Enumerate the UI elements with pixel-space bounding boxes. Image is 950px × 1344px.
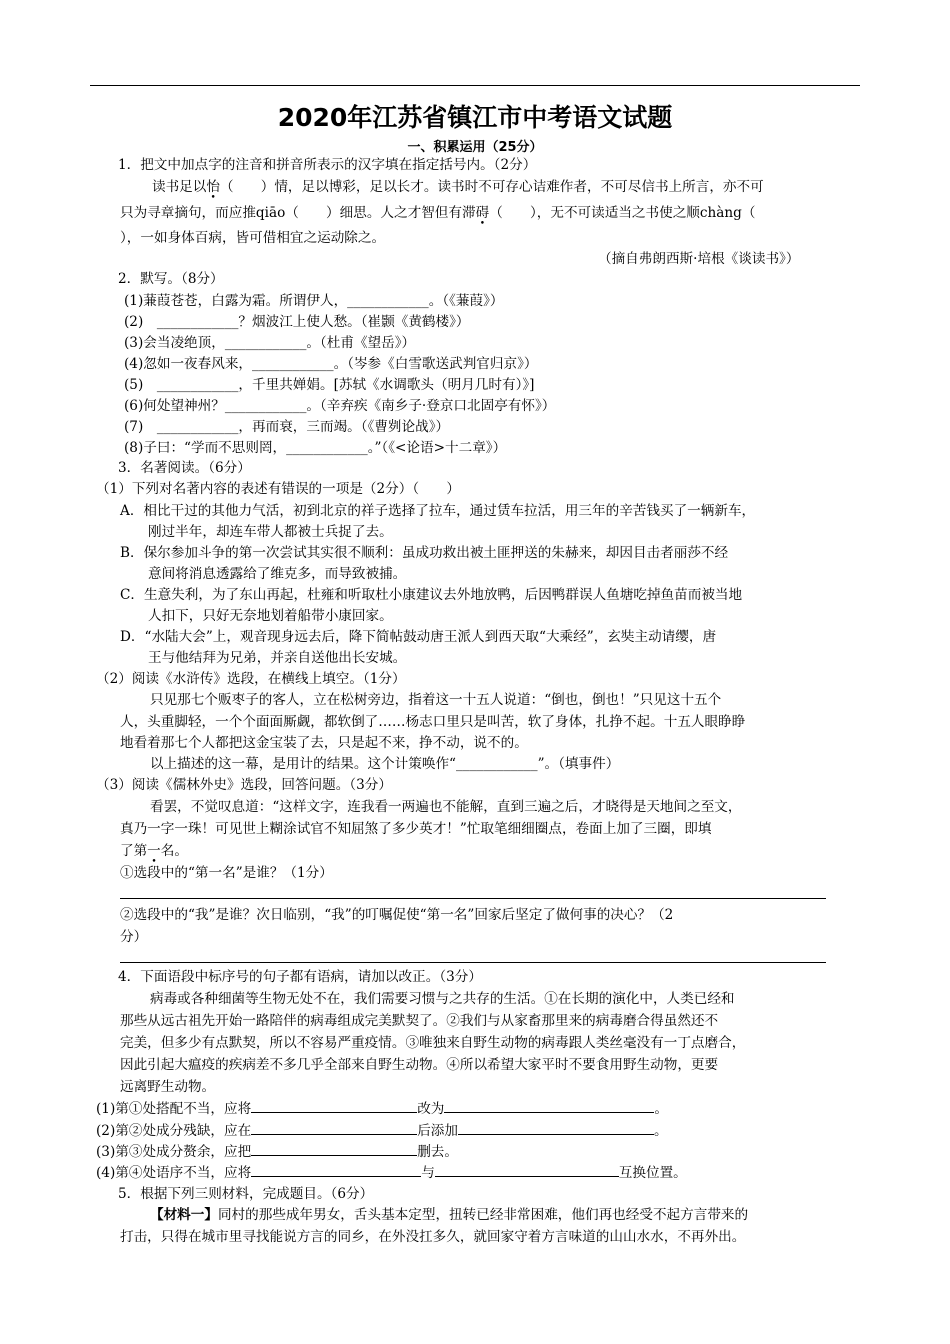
q2-item: (5) ____________，千里共婵娟。[苏轼《水调歌头（明月几时有）》] [124,377,535,393]
q3-question-1: ①选段中的“第一名”是谁？（1分） [120,865,333,881]
q3-sub2: （2）阅读《水浒传》选段，在横线上填空。（1分） [96,671,406,687]
q1-line1: 读书足以怡（ ）情，足以博彩，足以长才。读书时不可存心诘难作者，不可尽信书上所言，亦不可 [152,179,764,195]
section-heading: 一、积累运用（25分） [407,140,543,155]
q2-item: (6)何处望神州？____________。（辛弃疾《南乡子·登京口北固亭有怀》） [124,398,556,414]
answer-blank[interactable] [435,1164,619,1177]
q2-item: (3)会当凌绝顶，____________。（杜甫《望岳》） [124,335,416,351]
answer-blank[interactable] [251,1100,417,1113]
q1-line3: ），一如身体百病，皆可借相宜之运动除之。 [120,230,386,246]
q4-answer-3: (3)第③处成分赘余，应把 删去。 [96,1144,458,1160]
q1-line2: 只为寻章摘句，而应推qiāo（ ）细思。人之才智但有滞碍（ ），无不可读适当之书使之顺chàng（ [120,205,756,221]
answer-blank[interactable] [444,1100,654,1113]
q3-passage2-line: 地看着那七个人都把这金宝装了去，只是起不来，挣不动，说不的。 [120,735,528,751]
q3-option-c-cont: 人扣下，只好无奈地划着船带小康回家。 [148,608,393,624]
q5-heading: 5．根据下列三则材料，完成题目。（6分） [118,1186,374,1202]
q2-item: (7) ____________，再而衰，三而竭。（《曹刿论战》） [124,419,450,435]
q4-passage-line: 病毒或各种细菌等生物无处不在，我们需要习惯与之共存的生活。①在长期的演化中，人类已经和 [150,991,735,1007]
q3-passage2-line: 只见那七个贩枣子的客人，立在松树旁边，指着这一十五人说道：“倒也，倒也！”只见这十五个 [150,692,722,708]
q4-passage-line: 完美，但多少有点默契，所以不容易严重疫情。③唯独来自野生动物的病毒跟人类丝毫没有一丁点磨合， [120,1035,746,1051]
q4-passage-line: 因此引起大瘟疫的疾病差不多几乎全部来自野生动物。④所以希望大家平时不要食用野生动物，更要 [120,1057,719,1073]
page-title: 2020年江苏省镇江市中考语文试题 [277,103,673,132]
q3-heading: 3．名著阅读。（6分） [118,460,251,476]
q2-heading: 2．默写。（8分） [118,271,224,287]
q4-answer-2: (2)第②处成分残缺，应在 后添加 。 [96,1123,668,1139]
q3-passage2-line: 人，头重脚轻，一个个面面厮觑，都软倒了……杨志口里只是叫苦，软了身体，扎挣不起。十五人眼睁睁 [120,714,746,730]
dotted-char: 怡 [206,179,220,195]
q3-sub1: （1）下列对名著内容的表述有错误的一项是（2分）（ ） [96,481,460,497]
q3-option-d-cont: 王与他结拜为兄弟，并亲自送他出长安城。 [148,650,407,666]
q4-passage-line: 那些从远古祖先开始一路陪伴的病毒组成完美默契了。②我们与从家畜那里来的病毒磨合得虽然还不 [120,1013,719,1029]
q3-option-b: B．保尔参加斗争的第一次尝试其实很不顺利：虽成功救出被土匪押送的朱赫来，却因目击者丽莎不经 [120,545,729,561]
q3-passage3-line: 了第一名。 [120,843,188,859]
q3-option-a-cont: 刚过半年，却连车带人都被士兵捉了去。 [148,524,393,540]
q5-material-1-cont: 打击，只得在城市里寻找能说方言的同乡，在外没扛多久，就回家守着方言味道的山山水水，不再外出。 [120,1229,746,1245]
answer-line[interactable] [120,898,826,899]
q2-item: (4)忽如一夜春风来，____________。（岑参《白雪歌送武判官归京》） [124,356,538,372]
q3-option-c: C．生意失利，为了东山再起，杜雍和听取杜小康建议去外地放鸭，后因鸭群误人鱼塘吃掉鱼苗而被当地 [120,587,743,603]
dotted-phrase: 第一名 [133,843,175,859]
q3-passage3-line: 看罢，不觉叹息道：“这样文字，连我看一两遍也不能解，直到三遍之后，才晓得是天地间之至文， [150,799,742,815]
q3-question-2-cont: 分） [120,929,148,945]
q2-item: (8)子曰：“学而不思则罔，____________。”（《<论语>十二章》） [124,440,507,456]
q1-source: （摘自弗朗西斯·培根《谈读书》） [598,251,800,267]
q4-passage-line: 远离野生动物。 [120,1079,216,1095]
answer-line[interactable] [120,962,826,963]
q4-heading: 4．下面语段中标序号的句子都有语病，请加以改正。（3分） [118,969,482,985]
answer-blank[interactable] [251,1122,417,1135]
q1-heading: 1．把文中加点字的注音和拼音所表示的汉字填在指定括号内。（2分） [118,157,537,173]
top-rule [90,85,860,86]
answer-blank[interactable] [458,1122,654,1135]
q3-passage2-line: 以上描述的这一幕，是用计的结果。这个计策唤作“____________”。（填事件） [150,756,620,772]
answer-blank[interactable] [251,1164,421,1177]
answer-blank[interactable] [251,1143,417,1156]
q3-option-b-cont: 意间将消息透露给了维克多，而导致被捕。 [148,566,407,582]
q3-passage3-line: 真乃一字一珠！可见世上糊涂试官不知屈煞了多少英才！”忙取笔细细圈点，卷面上加了三圈，即填 [120,821,712,837]
q4-answer-1: (1)第①处搭配不当，应将 改为 。 [96,1101,668,1117]
q3-option-a: A．相比干过的其他力气活，初到北京的祥子选择了拉车，通过赁车拉活，用三年的辛苦钱买了一辆新车， [120,503,756,519]
q3-sub3: （3）阅读《儒林外史》选段，回答问题。（3分） [96,777,392,793]
q2-item: (1)蒹葭苍苍，白露为霜。所谓伊人，____________。（《蒹葭》） [124,293,504,309]
q5-material-1: 【材料一】同村的那些成年男女，舌头基本定型，扭转已经非常困难，他们再也经受不起方言带来的 [150,1207,749,1223]
q2-item: (2) ____________？烟波江上使人愁。（崔颢《黄鹤楼》） [124,314,470,330]
q3-option-d: D．“水陆大会”上，观音现身远去后，降下简帖鼓动唐王派人到西天取“大乘经”，玄奘主动请缨，唐 [120,629,717,645]
q4-answer-4: (4)第④处语序不当，应将 与 互换位置。 [96,1165,687,1181]
q3-question-2: ②选段中的“我”是谁？次日临别，“我”的叮嘱促使“第一名”回家后坚定了做何事的决心？（2 [120,907,674,923]
dotted-char: 碍 [475,205,490,221]
